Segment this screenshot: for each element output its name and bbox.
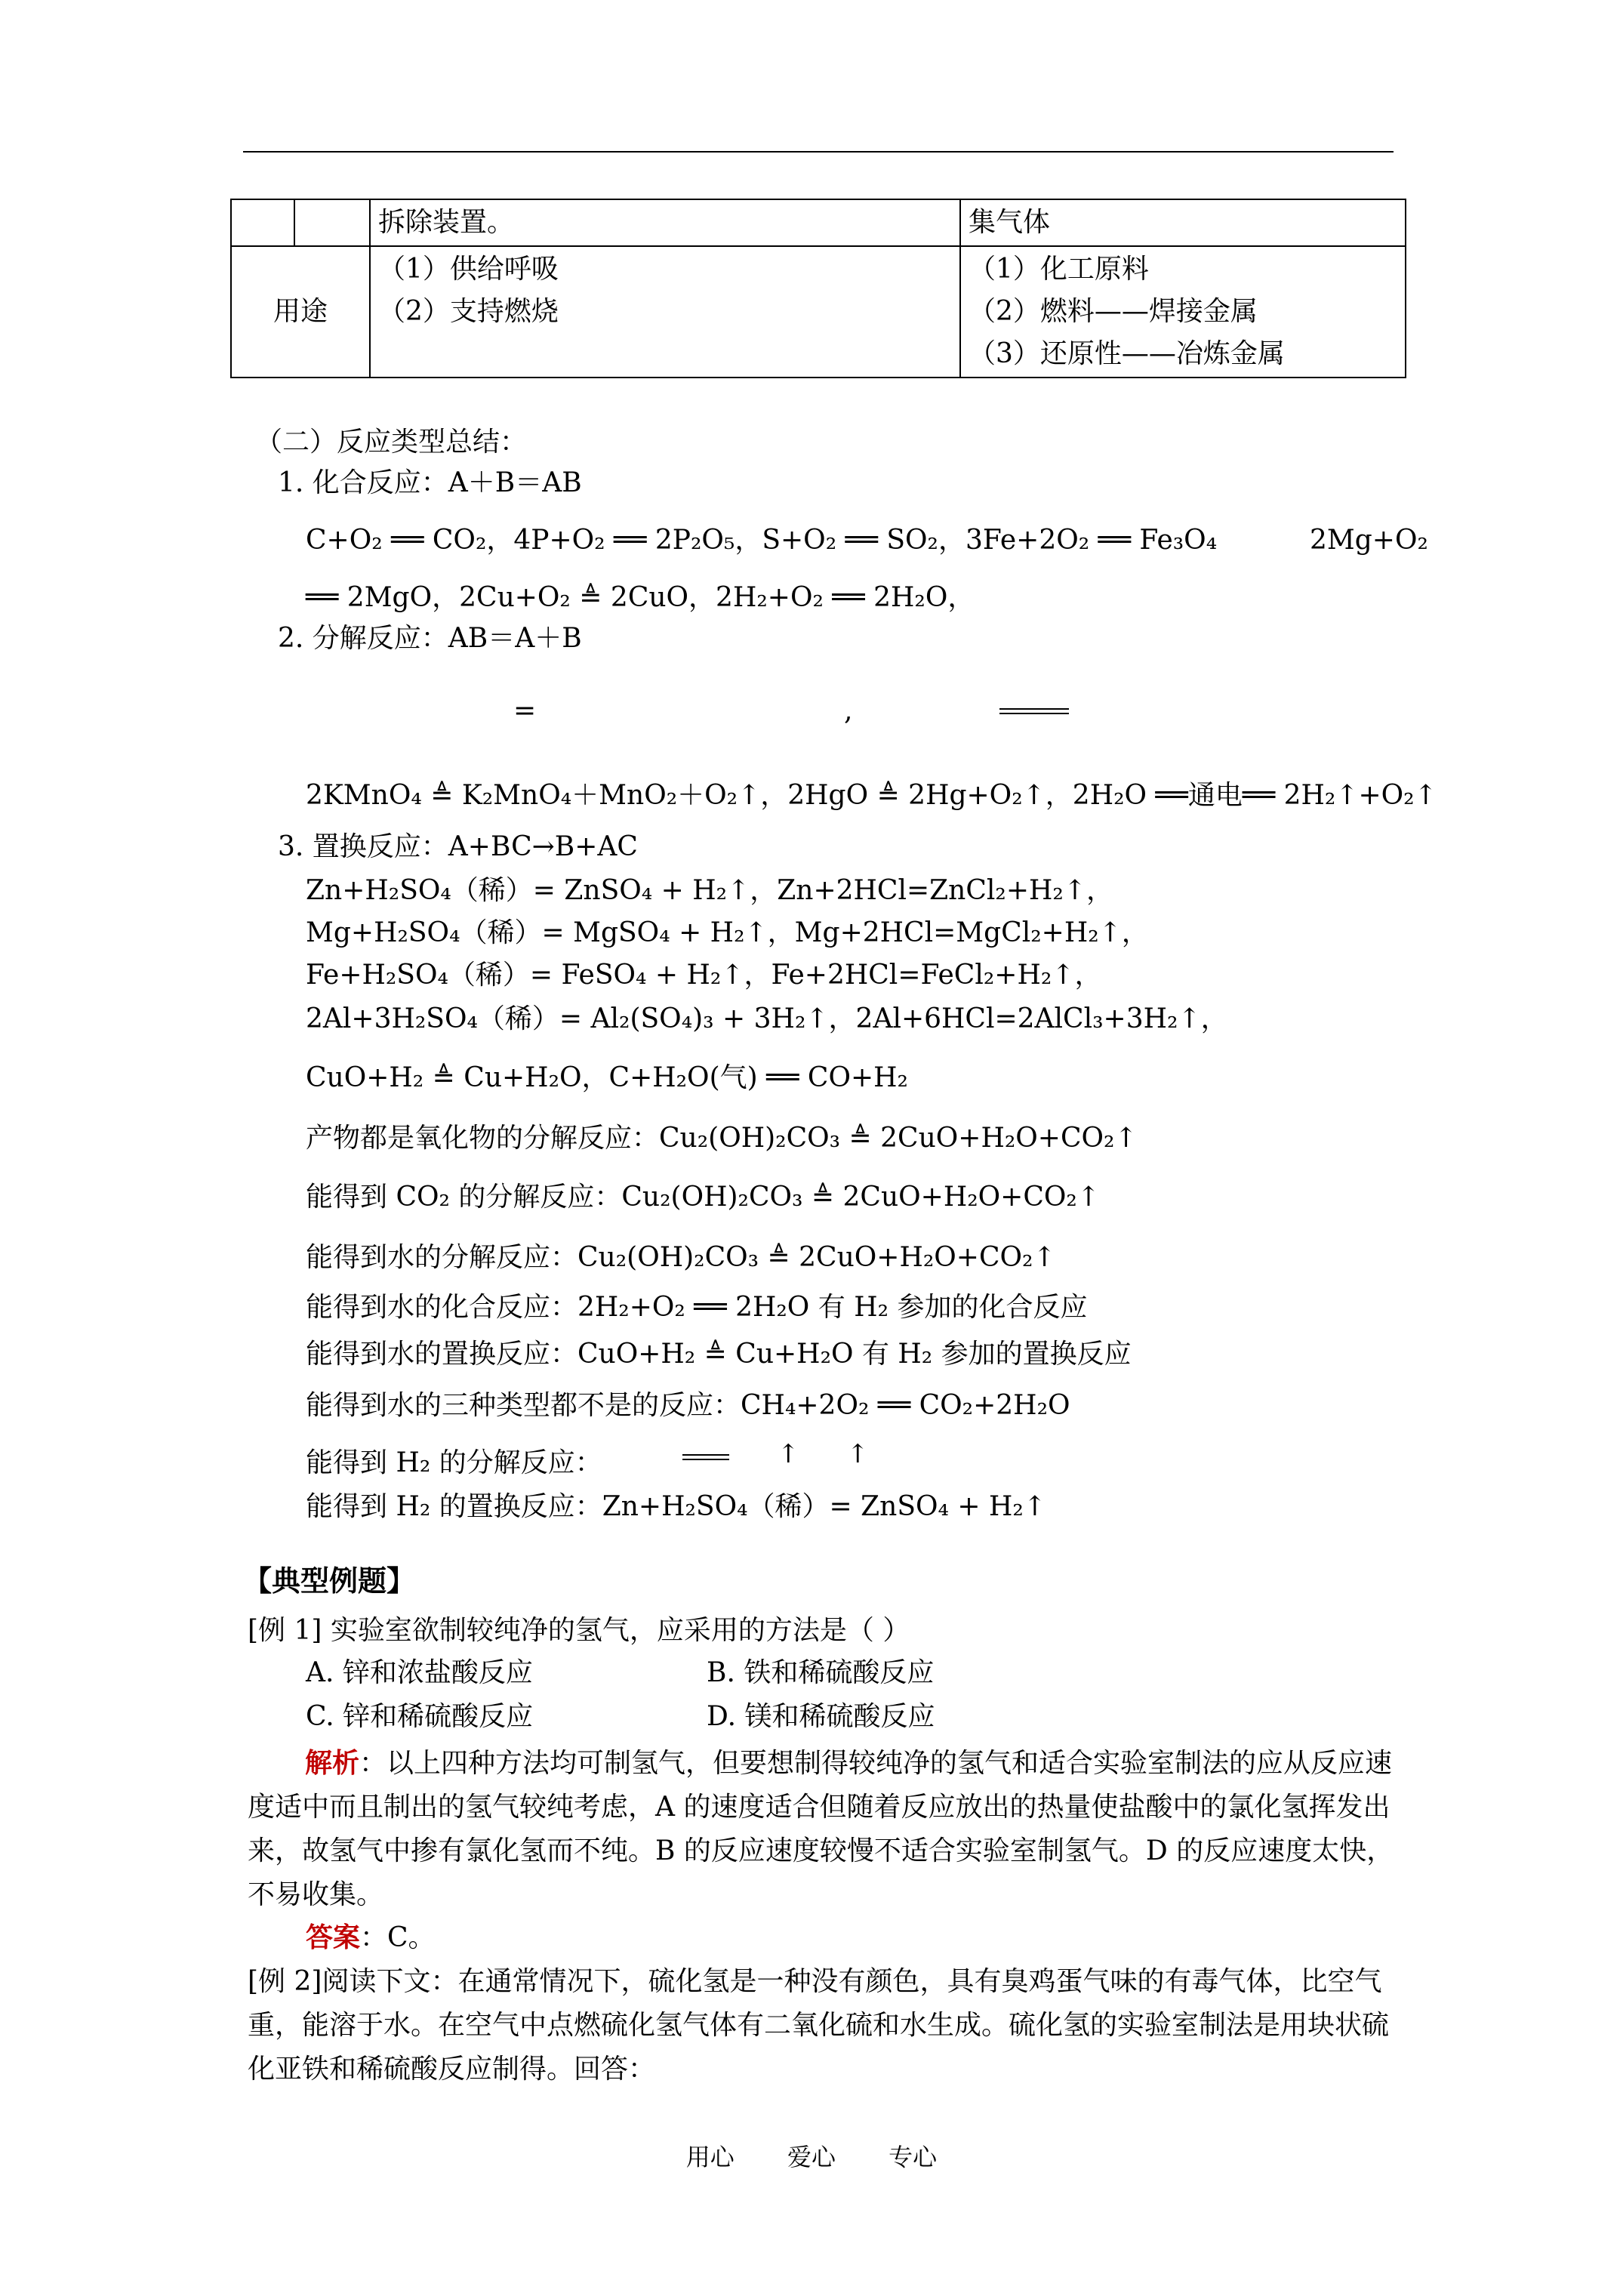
usage-item: （2）燃料——焊接金属 (969, 296, 1258, 327)
combination-line-2: ══ 2MgO，2Cu+O₂ ≜ 2CuO，2H₂+O₂ ══ 2H₂O， (306, 582, 975, 613)
replacement-line: 能得到水的化合反应：2H₂+O₂ ══ 2H₂O 有 H₂ 参加的化合反应 (306, 1292, 1088, 1323)
usage-item: （1）化工原料 (969, 254, 1149, 285)
example-2-text: [例 2]阅读下文：在通常情况下，硫化氢是一种没有颜色，具有臭鸡蛋气味的有毒气体，比空气重，能溶于水。在空气中点燃硫化氢气体有二氧化硫和水生成。硫化氢的实验室制法是用块状硫化亚铁和稀硫酸反应制得。回答： (248, 1966, 1390, 2085)
replacement-line: Mg+H₂SO₄（稀）= MgSO₄ + H₂↑，Mg+2HCl=MgCl₂+H₂↑， (306, 917, 1149, 948)
usage-item: （2）支持燃烧 (378, 296, 559, 327)
replacement-line: 能得到 H₂ 的置换反应：Zn+H₂SO₄（稀）= ZnSO₄ + H₂↑ (306, 1491, 1046, 1522)
table-cell (231, 199, 294, 246)
stray-equals-mark (682, 1454, 729, 1460)
table-row (231, 246, 1406, 378)
replacement-line: CuO+H₂ ≜ Cu+H₂O，C+H₂O(气) ══ CO+H₂ (306, 1062, 908, 1093)
analysis-label: 解析 (305, 1747, 360, 1779)
replacement-line: 2Al+3H₂SO₄（稀）= Al₂(SO₄)₃ + 3H₂↑，2Al+6HCl=2AlCl₃+3H₂↑， (306, 1003, 1228, 1034)
stray-equals-mark (999, 708, 1069, 714)
option-d: D. 镁和稀硫酸反应 (707, 1701, 935, 1732)
decomposition-line: 2KMnO₄ ≜ K₂MnO₄＋MnO₂＋O₂↑，2HgO ≜ 2Hg+O₂↑，2H₂O ══通电══ 2H₂↑+O₂↑ (306, 780, 1437, 811)
table-cell (294, 199, 370, 246)
footer-word: 专心 (888, 2143, 938, 2171)
stray-mark: , (844, 695, 853, 726)
replacement-line: 能得到 CO₂ 的分解反应：Cu₂(OH)₂CO₃ ≜ 2CuO+H₂O+CO₂↑ (306, 1182, 1100, 1213)
oxygen-usage-cell (370, 246, 960, 378)
example-1-answer (306, 1919, 436, 1956)
combination-line-1b: 2Mg+O₂ (1310, 525, 1428, 556)
footer-word: 爱心 (787, 2143, 836, 2171)
replacement-line: Zn+H₂SO₄（稀）= ZnSO₄ + H₂↑，Zn+2HCl=ZnCl₂+H₂↑， (306, 875, 1113, 906)
example-1-question: [例 1] 实验室欲制较纯净的氢气，应采用的方法是（ ） (248, 1615, 910, 1646)
usage-item: （1）供给呼吸 (378, 254, 559, 285)
header-rule (243, 151, 1394, 153)
replacement-line: 能得到水的三种类型都不是的反应：CH₄+2O₂ ══ CO₂+2H₂O (306, 1390, 1070, 1421)
table-row (231, 199, 1406, 246)
answer-text: ：C。 (360, 1922, 436, 1953)
section-title: （二）反应类型总结： (255, 427, 528, 458)
replacement-line: Fe+H₂SO₄（稀）= FeSO₄ + H₂↑，Fe+2HCl=FeCl₂+H₂↑， (306, 960, 1102, 991)
table-cell: 拆除装置。 (370, 199, 960, 246)
example-1-analysis (248, 1741, 1395, 1917)
table-cell: 集气体 (960, 199, 1406, 246)
replacement-line: 能得到水的分解反应：Cu₂(OH)₂CO₃ ≜ 2CuO+H₂O+CO₂↑ (306, 1242, 1056, 1273)
replacement-title: 3. 置换反应：A+BC→B+AC (278, 831, 638, 862)
footer-word: 用心 (685, 2143, 735, 2171)
page-footer (0, 2138, 1623, 2173)
combination-line-1: C+O₂ ══ CO₂，4P+O₂ ══ 2P₂O₅，S+O₂ ══ SO₂，3Fe+2O₂ ══ Fe₃O₄ (306, 525, 1218, 556)
decomposition-title: 2. 分解反应：AB＝A＋B (278, 623, 582, 654)
up-arrow-icon: ↑ (778, 1439, 799, 1469)
combination-title: 1. 化合反应：A＋B＝AB (278, 467, 582, 498)
option-a: A. 锌和浓盐酸反应 (306, 1657, 533, 1688)
properties-table (230, 199, 1406, 378)
stray-mark: = (513, 695, 537, 726)
hydrogen-usage-cell (960, 246, 1406, 378)
replacement-line: 产物都是氧化物的分解反应：Cu₂(OH)₂CO₃ ≜ 2CuO+H₂O+CO₂↑ (306, 1123, 1138, 1154)
option-b: B. 铁和稀硫酸反应 (707, 1657, 935, 1688)
row-label-usage: 用途 (231, 246, 370, 378)
replacement-line: 能得到 H₂ 的分解反应： (306, 1447, 602, 1478)
answer-label: 答案 (306, 1922, 361, 1953)
analysis-text: ：以上四种方法均可制氢气，但要想制得较纯净的氢气和适合实验室制法的应从反应速度适中而且制出的氢气较纯考虑，A 的速度适合但随着反应放出的热量使盐酸中的氯化氢挥发出来，故氢气中掺有氯化氢而不纯。B 的反应速度较慢不适合实验室制氢气。D 的反应速度太快，不易收集。 (248, 1748, 1394, 1910)
option-c: C. 锌和稀硫酸反应 (306, 1701, 534, 1732)
examples-heading: 【典型例题】 (243, 1564, 416, 1598)
replacement-line: 能得到水的置换反应：CuO+H₂ ≜ Cu+H₂O 有 H₂ 参加的置换反应 (306, 1339, 1132, 1370)
usage-item: （3）还原性——冶炼金属 (969, 338, 1285, 369)
up-arrow-icon: ↑ (847, 1439, 869, 1469)
